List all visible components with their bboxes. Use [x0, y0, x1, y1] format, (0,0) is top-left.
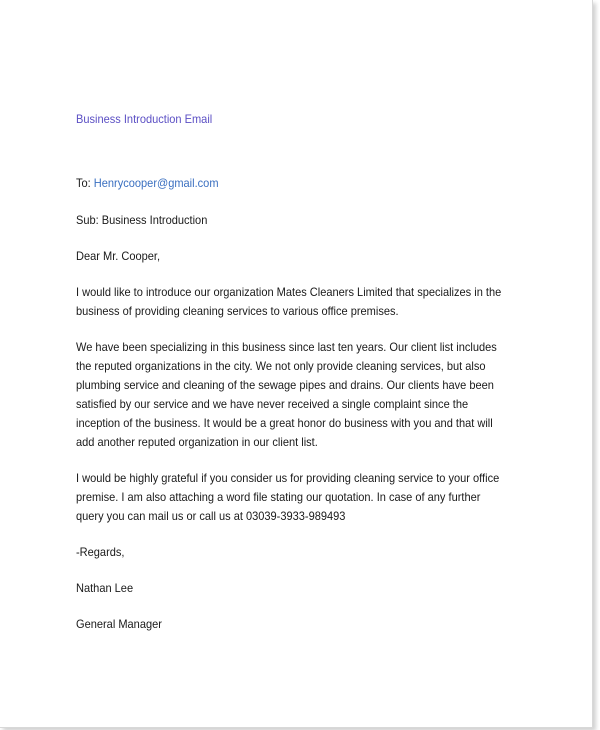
paragraph-experience: We have been specializing in this business since last ten years. Our client list includes the reputed organizations in the city. We not only provide cleaning services, but also plumbing service and cleaning of the sewage pipes and drains. Our clients have been satisfied by our service and we have never received a single complaint since the inception of the business. It would be a great honor do business with you and that will add another reputed organization in our client list. [76, 340, 497, 449]
closing-regards: -Regards, [76, 545, 125, 559]
greeting: Dear Mr. Cooper, [76, 249, 161, 263]
email-letter [76, 110, 508, 634]
paragraph-request: I would be highly grateful if you consider us for providing cleaning service to your office premise. I am also attaching a word file stating our quotation. In case of any further query you can mail us or call us at 03039-3933-989493 [76, 471, 500, 523]
signer-name: Nathan Lee [76, 581, 134, 595]
signer-title: General Manager [76, 617, 162, 631]
document-title: Business Introduction Email [76, 112, 213, 126]
recipient-email-link[interactable]: Henrycooper@gmail.com [93, 176, 219, 190]
subject-line: Sub: Business Introduction [76, 213, 208, 227]
recipient-line [76, 174, 508, 193]
paragraph-introduction: I would like to introduce our organization Mates Cleaners Limited that specializes in the business of providing cleaning services to various office premises. [76, 285, 502, 318]
recipient-label: To: [76, 176, 94, 190]
